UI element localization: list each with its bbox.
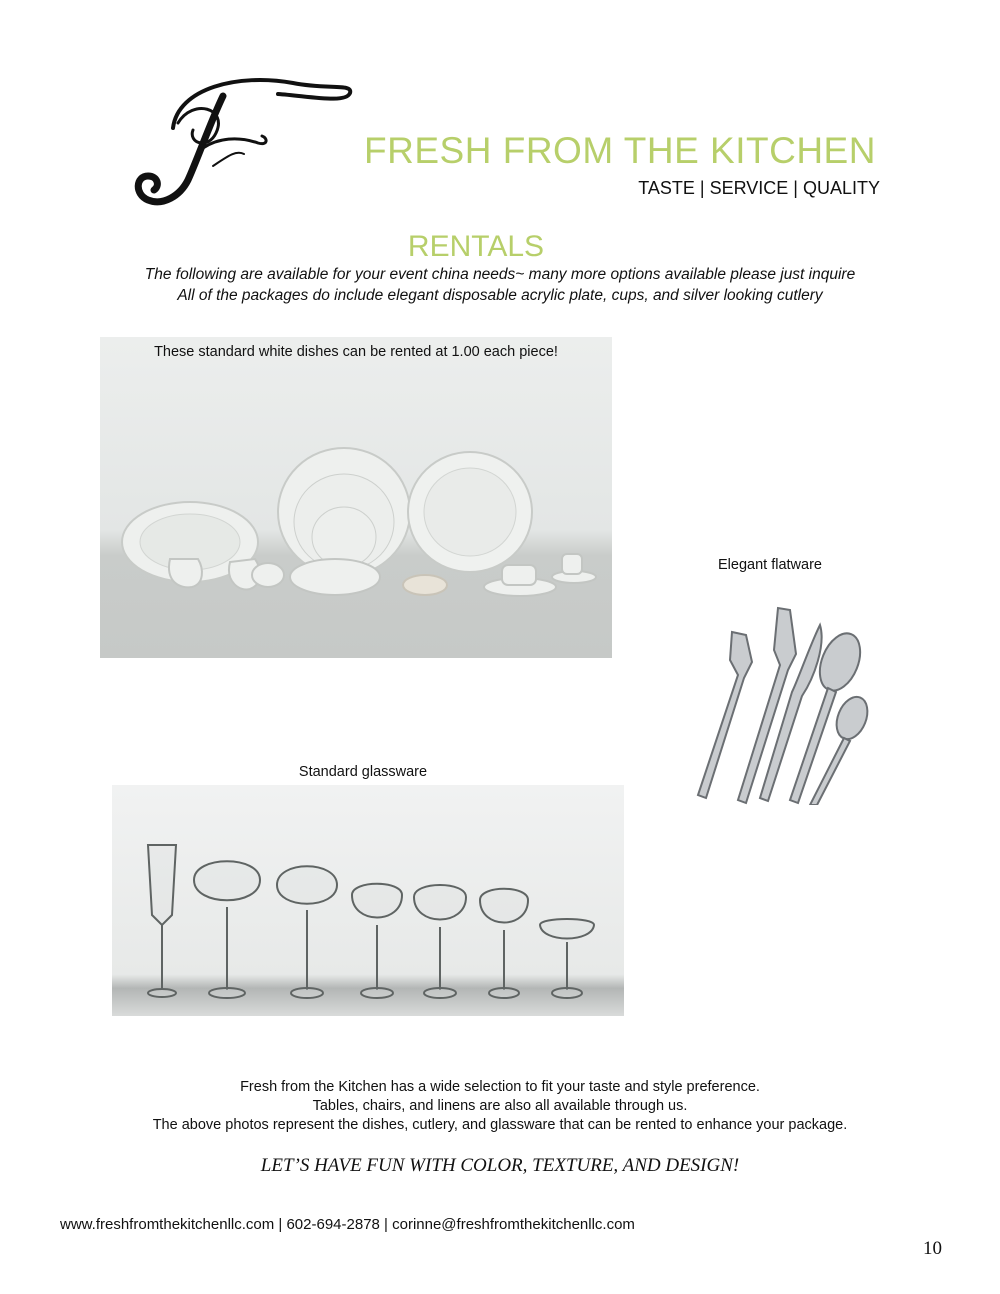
tagline: TASTE | SERVICE | QUALITY [638,178,880,198]
script-f-logo [118,68,358,218]
dishes-photo [100,337,612,658]
closing-line: Tables, chairs, and linens are also all available through us. [312,1098,688,1114]
flatware-caption: Elegant flatware [718,557,822,573]
flatware-photo [680,600,880,805]
dishes-illustration [100,337,612,658]
slogan: LET’S HAVE FUN WITH COLOR, TEXTURE, AND DESIGN! [260,1155,740,1176]
footer-contact: www.freshfromthekitchenllc.com | 602-694-2878 | corinne@freshfromthekitchenllc.com [60,1216,635,1233]
closing-line: Fresh from the Kitchen has a wide selection to fit your taste and style preference. [240,1079,760,1095]
page-number: 10 [923,1238,942,1259]
glassware-caption: Standard glassware [298,764,428,780]
glassware-photo [112,785,624,1016]
intro-line: The following are available for your event china needs~ many more options available please just inquire [144,266,856,283]
glassware-illustration [112,785,624,1016]
dishes-caption: These standard white dishes can be rented at 1.00 each piece! [154,344,558,360]
brand-title: FRESH FROM THE KITCHEN [364,130,876,171]
closing-line: The above photos represent the dishes, cutlery, and glassware that can be rented to enhance your package. [152,1117,848,1133]
rentals-heading: RENTALS [407,230,545,263]
intro-line: All of the packages do include elegant disposable acrylic plate, cups, and silver looking cutlery [177,287,823,304]
